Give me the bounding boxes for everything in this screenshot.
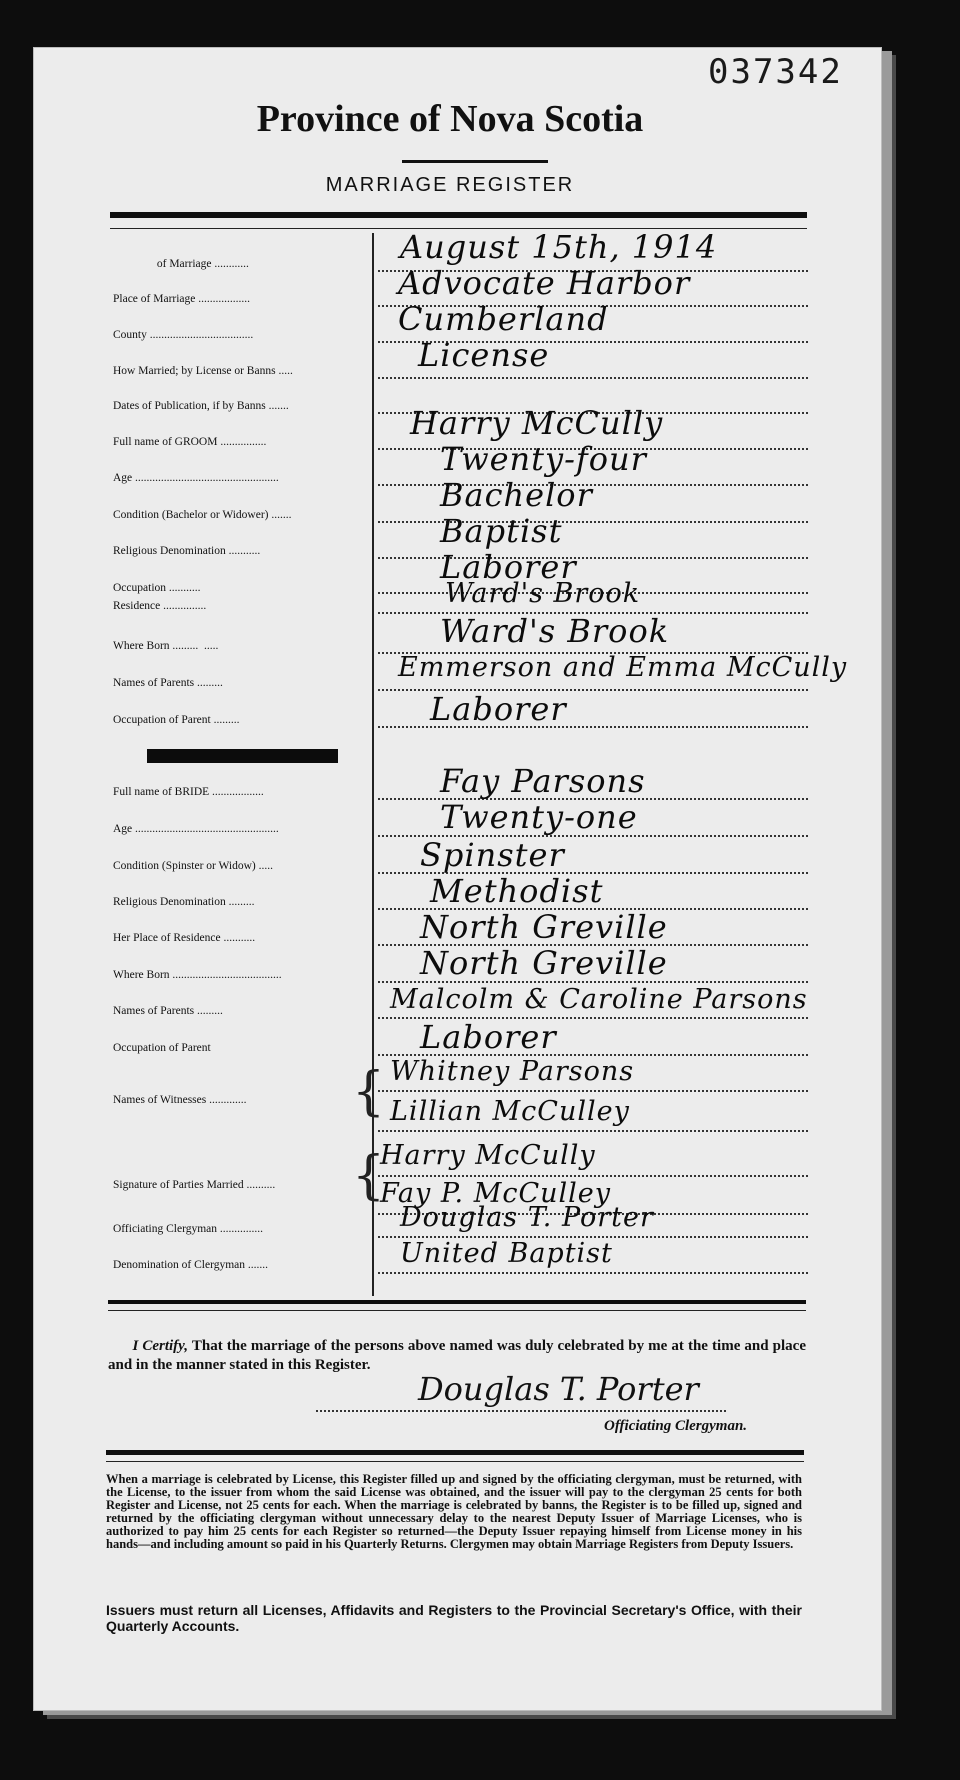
certify-lead: I Certify, (132, 1338, 189, 1354)
field-line (378, 1175, 808, 1177)
field-label: Condition (Spinster or Widow) ..... (113, 860, 274, 872)
field-label: Full name of GROOM ................ (113, 436, 267, 448)
field-label: Age .................................................. (113, 472, 279, 484)
field-label: Religious Denomination ......... (113, 896, 255, 908)
groom-signature: Harry McCully (380, 1140, 596, 1171)
section-thin-rule (108, 1310, 806, 1311)
bride-parents: Malcolm & Caroline Parsons (390, 984, 808, 1015)
field-label: Residence ............... (113, 600, 207, 612)
bride-denomination: Methodist (430, 872, 604, 910)
field-label: County .................................... (113, 329, 254, 341)
field-label: Full name of BRIDE .................. (113, 786, 264, 798)
top-thick-rule (110, 212, 807, 218)
field-label: Officiating Clergyman ............... (113, 1223, 264, 1235)
how-married: License (418, 336, 550, 374)
county: Cumberland (398, 300, 609, 338)
clergyman-signature: Douglas T. Porter (418, 1370, 699, 1408)
field-label: Denomination of Clergyman ....... (113, 1259, 269, 1271)
bride-parent-occupation: Laborer (420, 1018, 557, 1056)
field-label: Occupation ........... (113, 582, 201, 594)
field-line (378, 1090, 808, 1092)
groom-residence: Ward's Brook (445, 578, 641, 609)
field-line (378, 377, 808, 379)
groom-name: Harry McCully (410, 404, 664, 442)
notice-thin-rule (106, 1461, 804, 1462)
field-line (378, 1272, 808, 1274)
groom-parent-occupation: Laborer (430, 690, 567, 728)
field-line (378, 1130, 808, 1132)
document-subtitle: MARRIAGE REGISTER (325, 174, 575, 196)
document-title: Province of Nova Scotia (256, 98, 644, 140)
groom-birthplace: Ward's Brook (440, 612, 670, 650)
clergy-denomination: United Baptist (400, 1238, 613, 1269)
certification-text: I Certify, That the marriage of the persons above named was duly celebrated by me at the time and place and in the manner stated in this Register. (108, 1338, 806, 1373)
field-label: Names of Parents ......... (113, 677, 223, 689)
title-divider (402, 160, 548, 163)
serial-number: 037342 (708, 52, 843, 92)
notice-rule (106, 1450, 804, 1455)
field-label: Religious Denomination ........... (113, 545, 261, 557)
field-label: Condition (Bachelor or Widower) ....... (113, 509, 292, 521)
bride-signature: Fay P. McCulley (380, 1178, 612, 1209)
bride-residence: North Greville (420, 908, 668, 946)
field-label: Where Born ......... ..... (113, 640, 219, 652)
bride-condition: Spinster (420, 836, 565, 874)
signatures-brace: { (352, 1146, 386, 1206)
section-divider-bar (147, 749, 338, 763)
field-label: How Married; by License or Banns ..... (113, 365, 293, 377)
groom-denomination: Baptist (440, 512, 563, 550)
field-label: Names of Parents ......... (113, 1005, 223, 1017)
officiating-clergyman: Douglas T. Porter (400, 1202, 654, 1233)
witness-2: Lillian McCulley (390, 1096, 630, 1127)
place-of-marriage: Advocate Harbor (398, 264, 691, 302)
field-label: Occupation of Parent (113, 1042, 211, 1054)
groom-condition: Bachelor (440, 476, 593, 514)
signature-role: Officiating Clergyman. (604, 1418, 748, 1434)
bride-age: Twenty-one (440, 798, 638, 836)
field-label: Age .................................................. (113, 823, 279, 835)
field-label: Dates of Publication, if by Banns ....... (113, 400, 289, 412)
bride-birthplace: North Greville (420, 944, 668, 982)
groom-age: Twenty-four (440, 440, 647, 478)
groom-parents: Emmerson and Emma McCully (398, 652, 848, 683)
witness-1: Whitney Parsons (390, 1056, 635, 1087)
groom-occupation: Laborer (440, 548, 577, 586)
instructions-notice: When a marriage is celebrated by License, this Register filled up and signed by the officiating clergyman, must be returned, with the License, to the issuer from whom the said License was obtained, and the issuer will pay to the clergyman 25 cents for both Register and License, not 25 cents for each. When the marriage is celebrated by banns, the Register is to be filled up, signed and returned by the officiating clergyman without unnecessary delay to the nearest Deputy Issuer of Marriage Licenses, who is authorized to pay him 25 cents for each Register so returned—the Deputy Issuer repaying himself from License money in his hands—and including amount so paid in his Quarterly Returns. Clergymen may obtain Marriage Registers from Deputy Issuers. (106, 1472, 802, 1551)
section-rule (108, 1300, 806, 1304)
field-label: Her Place of Residence ........... (113, 932, 256, 944)
bride-name: Fay Parsons (440, 762, 646, 800)
field-label: Signature of Parties Married .......... (113, 1179, 276, 1191)
signature-line (316, 1410, 726, 1412)
marriage-date: August 15th, 1914 (400, 228, 718, 266)
field-label: of Marriage ............ (156, 258, 249, 270)
field-label: Names of Witnesses ............. (113, 1094, 247, 1106)
field-label: Occupation of Parent ......... (113, 714, 240, 726)
field-label: Where Born ...................................... (113, 969, 282, 981)
column-divider (372, 233, 374, 1296)
field-label: Place of Marriage .................. (113, 293, 251, 305)
issuers-notice: Issuers must return all Licenses, Affidavits and Registers to the Provincial Secretary's Office, with their Quarterly Accounts. (106, 1602, 802, 1634)
witnesses-brace: { (352, 1062, 386, 1122)
